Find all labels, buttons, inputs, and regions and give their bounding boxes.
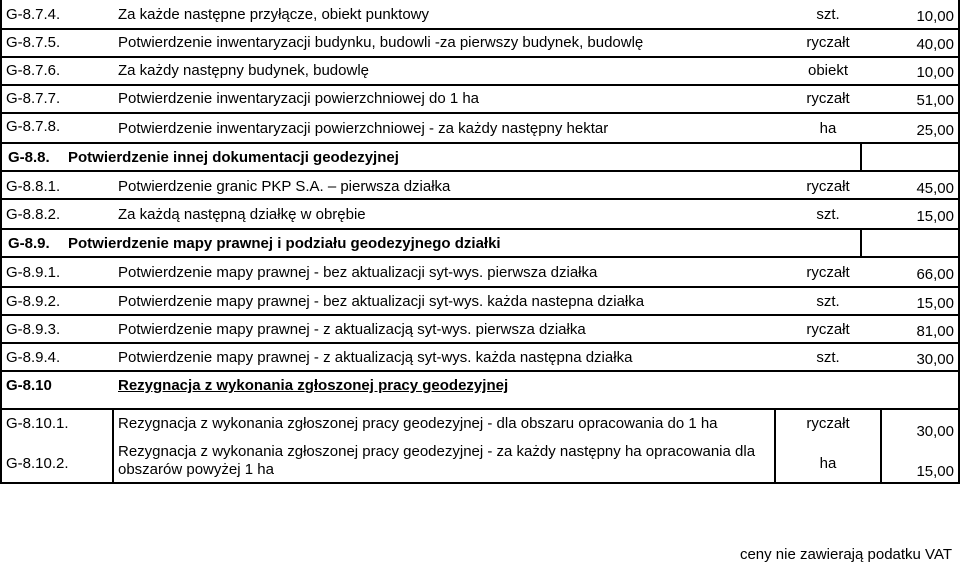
row-description: Za każdą następną działkę w obrębie	[118, 206, 366, 223]
row-description: Za każde następne przyłącze, obiekt punktowy	[118, 6, 430, 23]
grid-line-code	[112, 408, 114, 484]
row-code: G-8.7.8.	[6, 118, 61, 135]
section-header-price-cell	[860, 142, 960, 172]
table-row	[0, 0, 960, 30]
row-code: G-8.8.2.	[6, 206, 61, 223]
table-row	[0, 316, 960, 344]
vat-note: ceny nie zawierają podatku VAT	[739, 546, 952, 563]
table-row	[0, 86, 960, 114]
table-row	[0, 344, 960, 372]
row-description: Potwierdzenie inwentaryzacji powierzchniowej do 1 ha	[118, 90, 480, 107]
row-price: 25,00	[916, 122, 954, 139]
row-code: G-8.7.4.	[6, 6, 61, 23]
row-code: G-8.9.3.	[6, 321, 61, 338]
row-description: Potwierdzenie granic PKP S.A. – pierwsza działka	[118, 178, 451, 195]
section-title: Rezygnacja z wykonania zgłoszonej pracy geodezyjnej	[118, 377, 509, 394]
section-code: G-8.10	[6, 377, 52, 394]
table-row	[0, 200, 960, 230]
row-code: G-8.7.5.	[6, 34, 61, 51]
row-code: G-8.9.2.	[6, 293, 61, 310]
row-price: 45,00	[916, 180, 954, 197]
table-row	[0, 58, 960, 86]
section-header	[0, 228, 862, 258]
row-description: Rezygnacja z wykonania zgłoszonej pracy geodezyjnej - za każdy następny ha opracowania dla obszarów powyżej 1 ha	[118, 443, 756, 478]
row-unit: szt.	[816, 6, 840, 23]
row-code: G-8.10.1.	[6, 415, 69, 432]
row-price: 51,00	[916, 92, 954, 109]
row-unit: szt.	[816, 206, 840, 223]
row-unit: szt.	[816, 349, 840, 366]
row-unit: ryczałt	[806, 264, 850, 281]
row-price: 10,00	[916, 64, 954, 81]
row-code: G-8.9.4.	[6, 349, 61, 366]
row-price: 15,00	[916, 463, 954, 480]
grid-line-unit	[774, 408, 776, 484]
row-unit: ryczałt	[806, 178, 850, 195]
row-price: 15,00	[916, 208, 954, 225]
row-unit: ryczałt	[806, 90, 850, 107]
section-header-price-cell	[860, 228, 960, 258]
table-row	[0, 442, 960, 484]
row-price: 66,00	[916, 266, 954, 283]
table-row	[0, 258, 960, 288]
section-code: G-8.9.	[8, 235, 50, 252]
row-description: Potwierdzenie inwentaryzacji budynku, budowli -za pierwszy budynek, budowlę	[118, 34, 644, 51]
row-description: Potwierdzenie mapy prawnej - bez aktualizacji syt-wys. pierwsza działka	[118, 264, 598, 281]
grid-line-left	[0, 0, 2, 484]
row-price: 10,00	[916, 8, 954, 25]
table-row	[0, 288, 960, 316]
section-title: Potwierdzenie mapy prawnej i podziału geodezyjnego działki	[68, 235, 501, 252]
table-row	[0, 30, 960, 58]
row-unit: ha	[819, 455, 837, 472]
row-code: G-8.7.6.	[6, 62, 61, 79]
row-description: Potwierdzenie mapy prawnej - z aktualizacją syt-wys. pierwsza działka	[118, 321, 586, 338]
table-row	[0, 172, 960, 200]
row-unit: ryczałt	[806, 415, 850, 432]
row-description: Potwierdzenie mapy prawnej - bez aktualizacji syt-wys. każda nastepna działka	[118, 293, 645, 310]
table-row	[0, 114, 960, 144]
row-price: 40,00	[916, 36, 954, 53]
row-description: Potwierdzenie inwentaryzacji powierzchniowej - za każdy następny hektar	[118, 120, 609, 137]
section-title: Potwierdzenie innej dokumentacji geodezyjnej	[68, 149, 399, 166]
row-unit: obiekt	[807, 62, 849, 79]
row-unit: ryczałt	[806, 321, 850, 338]
section-code: G-8.8.	[8, 149, 50, 166]
grid-line-price	[880, 408, 882, 484]
section-header	[0, 142, 862, 172]
row-unit: ryczałt	[806, 34, 850, 51]
section-header	[0, 372, 960, 408]
row-code: G-8.7.7.	[6, 90, 61, 107]
row-description: Rezygnacja z wykonania zgłoszonej pracy geodezyjnej - dla obszaru opracowania do 1 ha	[118, 415, 718, 432]
row-description: Potwierdzenie mapy prawnej - z aktualizacją syt-wys. każda następna działka	[118, 349, 633, 366]
row-code: G-8.9.1.	[6, 264, 61, 281]
row-description: Za każdy następny budynek, budowlę	[118, 62, 369, 79]
row-unit: szt.	[816, 293, 840, 310]
row-price: 30,00	[916, 423, 954, 440]
row-price: 15,00	[916, 295, 954, 312]
row-price: 30,00	[916, 351, 954, 368]
row-code: G-8.8.1.	[6, 178, 61, 195]
row-unit: ha	[819, 120, 837, 137]
row-code: G-8.10.2.	[6, 455, 69, 472]
table-row	[0, 408, 960, 444]
row-price: 81,00	[916, 323, 954, 340]
